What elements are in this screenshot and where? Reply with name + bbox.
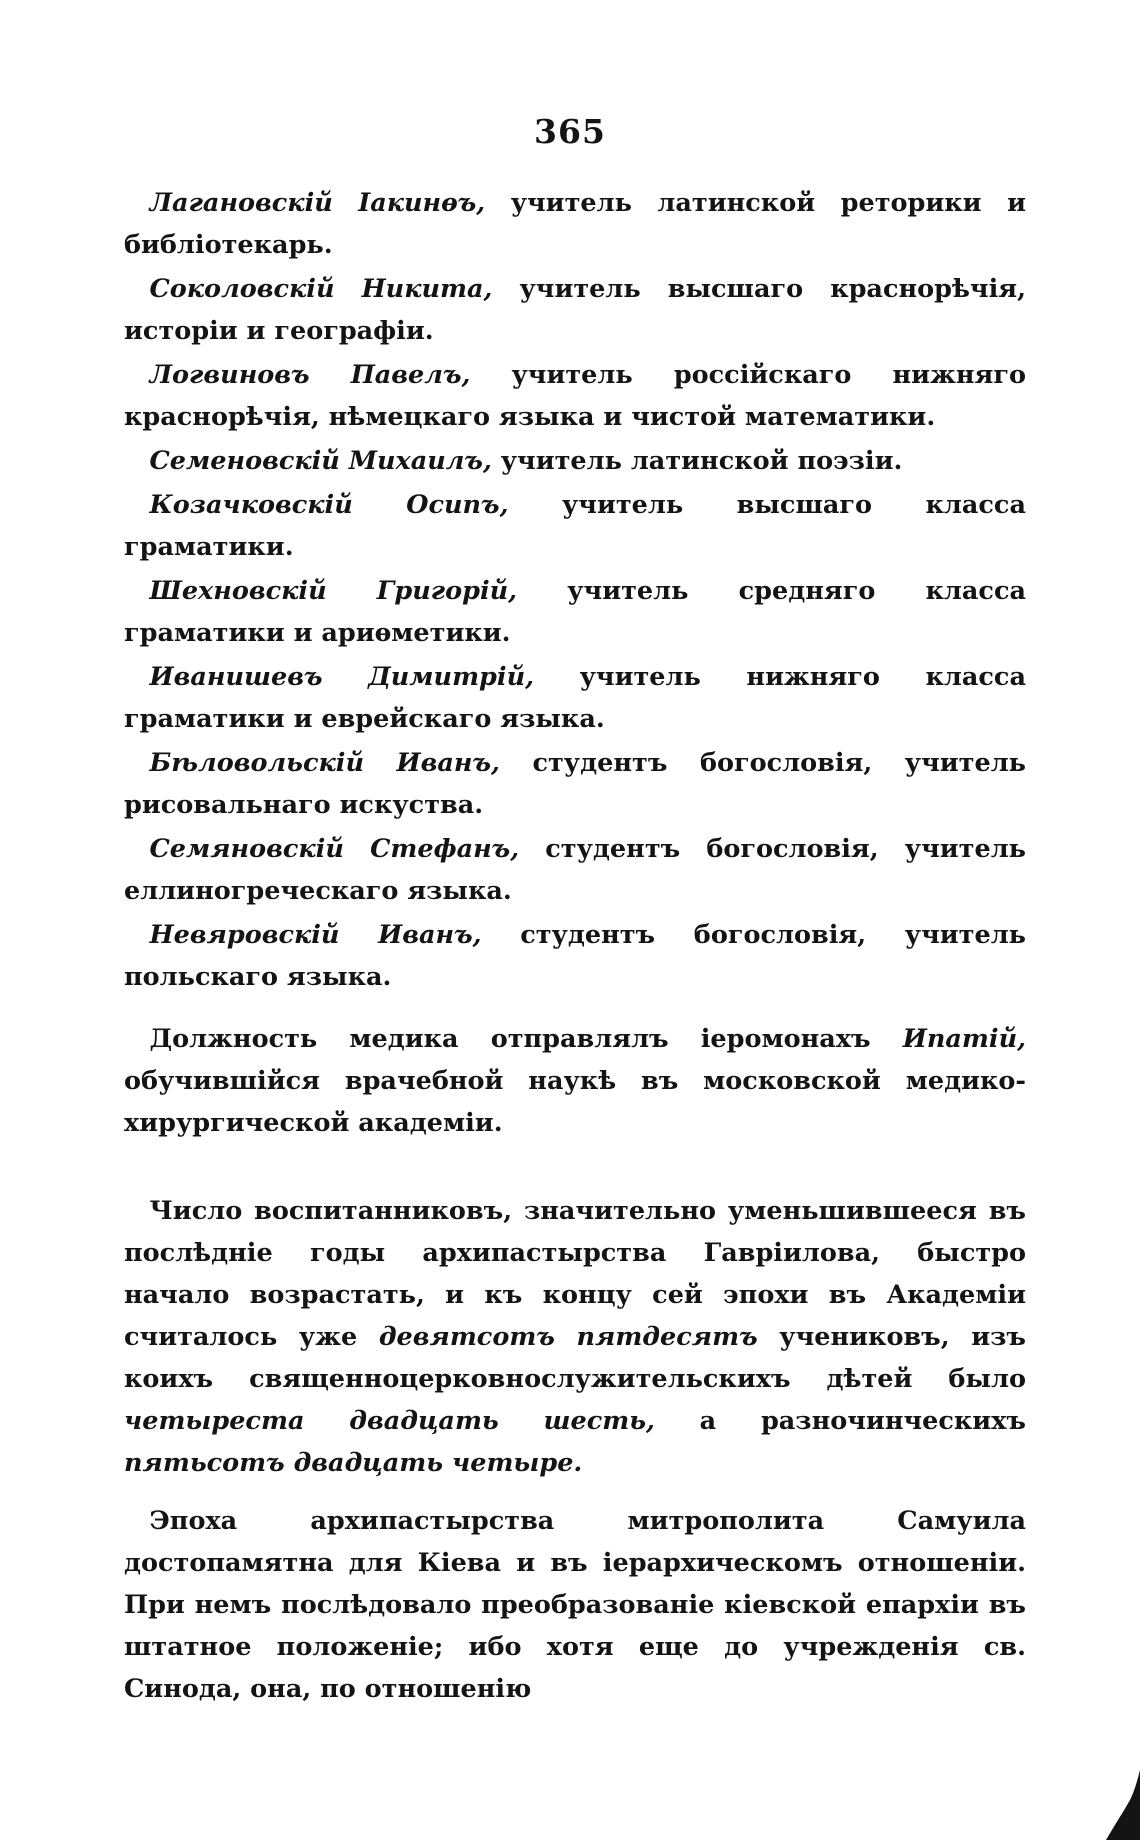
list-item: [124, 828, 1026, 912]
teacher-name: Козачковскій Осипъ,: [149, 490, 509, 520]
list-item: [124, 440, 1026, 482]
teacher-name: Семеновскій Михаилъ,: [149, 446, 492, 476]
teacher-name: Бѣловольскій Иванъ,: [149, 748, 500, 778]
students-text-2: учениковъ, изъ коихъ священноцерковнослужительскихъ дѣтей было: [124, 1322, 1026, 1394]
commoner-children-count: пятьсотъ двадцать четыре.: [124, 1448, 583, 1478]
list-item: [124, 656, 1026, 740]
teacher-name: Семяновскій Стефанъ,: [149, 834, 520, 864]
students-text-3: а разночинческихъ: [699, 1406, 1026, 1436]
teacher-role: учитель латинской реторики и библіотекарь.: [124, 188, 1026, 260]
teacher-name: Шехновскій Григорій,: [149, 576, 518, 606]
teacher-name: Иванишевъ Димитрій,: [149, 662, 534, 692]
list-item: [124, 182, 1026, 266]
list-item: [124, 484, 1026, 568]
physician-text-after: обучившійся врачебной наукѣ въ московской медико-хирургической академіи.: [124, 1066, 1026, 1138]
teacher-role: студентъ богословія, учитель польскаго языка.: [124, 920, 1026, 992]
page-number: 365: [534, 112, 606, 151]
students-text-1: Число воспитанниковъ, значительно уменьшившееся въ послѣдніе годы архипастырства Гавріилова, быстро начало возрастать, и къ концу сей эпохи въ Академіи считалось уже: [124, 1196, 1026, 1352]
epoch-paragraph: [124, 1500, 1026, 1710]
epoch-text: Эпоха архипастырства митрополита Самуила достопамятна для Кіева и въ іерархическомъ отношеніи. При немъ послѣдовало преобразованіе кіевской епархіи въ штатное положеніе; ибо хотя еще до учрежденія св. Синода, она, по отношенію: [124, 1506, 1026, 1704]
teacher-role: студентъ богословія, учитель еллиногреческаго языка.: [124, 834, 1026, 906]
teacher-role: учитель латинской поэзіи.: [500, 446, 903, 476]
teacher-role: учитель высшаго краснорѣчія, исторіи и географіи.: [124, 274, 1026, 346]
staff-list: [124, 182, 1026, 1000]
physician-name: Ипатій,: [902, 1024, 1026, 1054]
list-item: [124, 268, 1026, 352]
clergy-children-count: четыреста двадцать шесть,: [124, 1406, 655, 1436]
page-corner-mark: [1100, 1770, 1140, 1840]
students-paragraph: [124, 1190, 1026, 1484]
physician-text-before: Должность медика отправлялъ іеромонахъ: [149, 1024, 871, 1054]
students-total: девятсотъ пятдесятъ: [378, 1322, 758, 1352]
teacher-name: Лагановскій Іакинѳъ,: [149, 188, 486, 218]
list-item: [124, 914, 1026, 998]
teacher-role: учитель россійскаго нижняго краснорѣчія, нѣмецкаго языка и чистой математики.: [124, 360, 1026, 432]
teacher-role: учитель средняго класса граматики и ариѳметики.: [124, 576, 1026, 648]
physician-paragraph: [124, 1018, 1026, 1144]
teacher-name: Соколовскій Никита,: [149, 274, 493, 304]
teacher-role: студентъ богословія, учитель рисовальнаго искуства.: [124, 748, 1026, 820]
teacher-name: Логвиновъ Павелъ,: [149, 360, 471, 390]
list-item: [124, 354, 1026, 438]
teacher-role: учитель высшаго класса граматики.: [124, 490, 1026, 562]
teacher-role: учитель нижняго класса граматики и еврейскаго языка.: [124, 662, 1026, 734]
list-item: [124, 570, 1026, 654]
list-item: [124, 742, 1026, 826]
teacher-name: Невяровскій Иванъ,: [149, 920, 482, 950]
